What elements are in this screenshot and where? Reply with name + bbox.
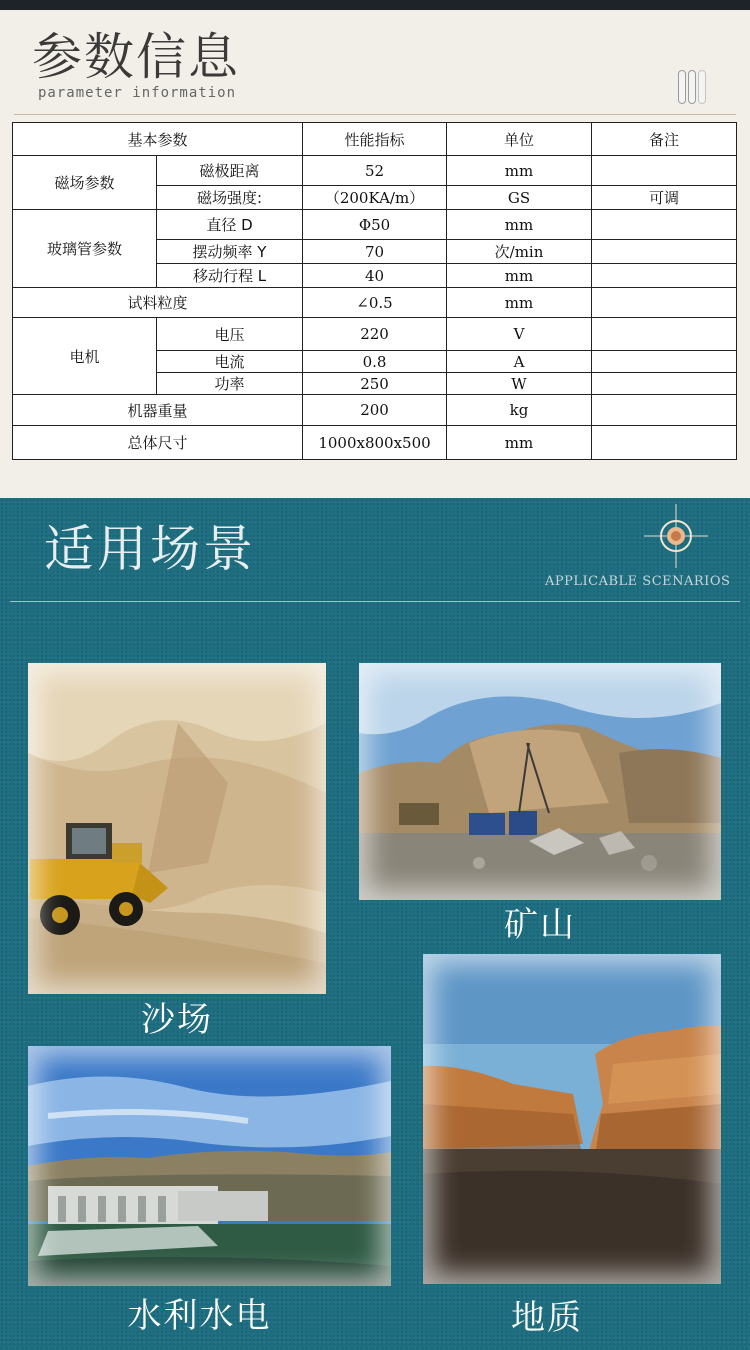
row-unit: mm xyxy=(447,210,592,240)
header-basic: 基本参数 xyxy=(13,123,303,156)
row-value: 1000x800x500 xyxy=(303,426,447,460)
geology-photo xyxy=(423,954,721,1284)
row-name: 移动行程 L xyxy=(157,264,303,288)
row-value: 200 xyxy=(303,395,447,426)
row-value: 0.8 xyxy=(303,351,447,373)
row-unit: mm xyxy=(447,156,592,186)
row-note xyxy=(592,318,737,351)
row-note xyxy=(592,351,737,373)
header-note: 备注 xyxy=(592,123,737,156)
row-value: 220 xyxy=(303,318,447,351)
row-unit: W xyxy=(447,373,592,395)
row-name: 直径 D xyxy=(157,210,303,240)
row-value: 70 xyxy=(303,240,447,264)
table-row xyxy=(13,156,737,186)
row-name: 机器重量 xyxy=(13,395,303,426)
pill-icon xyxy=(678,70,686,104)
caption-sand: 沙场 xyxy=(141,1000,213,1040)
header-unit: 单位 xyxy=(447,123,592,156)
row-name: 功率 xyxy=(157,373,303,395)
pill-icon xyxy=(688,70,696,104)
row-value: 40 xyxy=(303,264,447,288)
table-row xyxy=(13,395,737,426)
parameter-divider xyxy=(14,114,736,115)
row-note xyxy=(592,288,737,318)
decorative-pills xyxy=(678,70,708,108)
hydropower-photo xyxy=(28,1046,391,1286)
mine-photo xyxy=(359,663,721,900)
row-note xyxy=(592,395,737,426)
crosshair-icon xyxy=(642,502,710,570)
header-performance: 性能指标 xyxy=(303,123,447,156)
caption-geology: 地质 xyxy=(511,1298,583,1338)
row-name: 摆动频率 Y xyxy=(157,240,303,264)
group-magnetic: 磁场参数 xyxy=(13,156,157,210)
row-note xyxy=(592,426,737,460)
row-name: 电流 xyxy=(157,351,303,373)
table-header-row xyxy=(13,123,737,156)
group-glass: 玻璃管参数 xyxy=(13,210,157,288)
row-unit: GS xyxy=(447,186,592,210)
scenarios-divider xyxy=(10,601,740,602)
row-value: Φ50 xyxy=(303,210,447,240)
row-note xyxy=(592,264,737,288)
parameter-title: 参数信息 xyxy=(32,28,240,86)
row-note: 可调 xyxy=(592,186,737,210)
parameter-subtitle: parameter information xyxy=(38,85,237,101)
row-name: 试料粒度 xyxy=(13,288,303,318)
caption-hydropower: 水利水电 xyxy=(127,1296,272,1336)
row-note xyxy=(592,156,737,186)
row-note xyxy=(592,373,737,395)
scenarios-title: 适用场景 xyxy=(44,520,256,578)
row-note xyxy=(592,210,737,240)
table-row xyxy=(13,210,737,240)
group-motor: 电机 xyxy=(13,318,157,395)
scenarios-section xyxy=(0,498,750,1350)
row-value: 250 xyxy=(303,373,447,395)
parameter-table xyxy=(12,122,737,460)
row-unit: mm xyxy=(447,288,592,318)
row-unit: V xyxy=(447,318,592,351)
row-value: 52 xyxy=(303,156,447,186)
row-name: 磁场强度: xyxy=(157,186,303,210)
table-row xyxy=(13,426,737,460)
row-name: 总体尺寸 xyxy=(13,426,303,460)
top-bar xyxy=(0,0,750,10)
row-unit: A xyxy=(447,351,592,373)
table-row xyxy=(13,318,737,351)
pill-icon xyxy=(698,70,706,104)
row-name: 电压 xyxy=(157,318,303,351)
table-row xyxy=(13,288,737,318)
row-note xyxy=(592,240,737,264)
scenarios-subtitle: APPLICABLE SCENARIOS xyxy=(545,574,731,589)
caption-mine: 矿山 xyxy=(504,905,576,945)
row-unit: mm xyxy=(447,426,592,460)
sand-yard-photo xyxy=(28,663,326,994)
row-value: ∠0.5 xyxy=(303,288,447,318)
row-name: 磁极距离 xyxy=(157,156,303,186)
row-value: （200KA/m） xyxy=(303,186,447,210)
row-unit: kg xyxy=(447,395,592,426)
row-unit: mm xyxy=(447,264,592,288)
row-unit: 次/min xyxy=(447,240,592,264)
